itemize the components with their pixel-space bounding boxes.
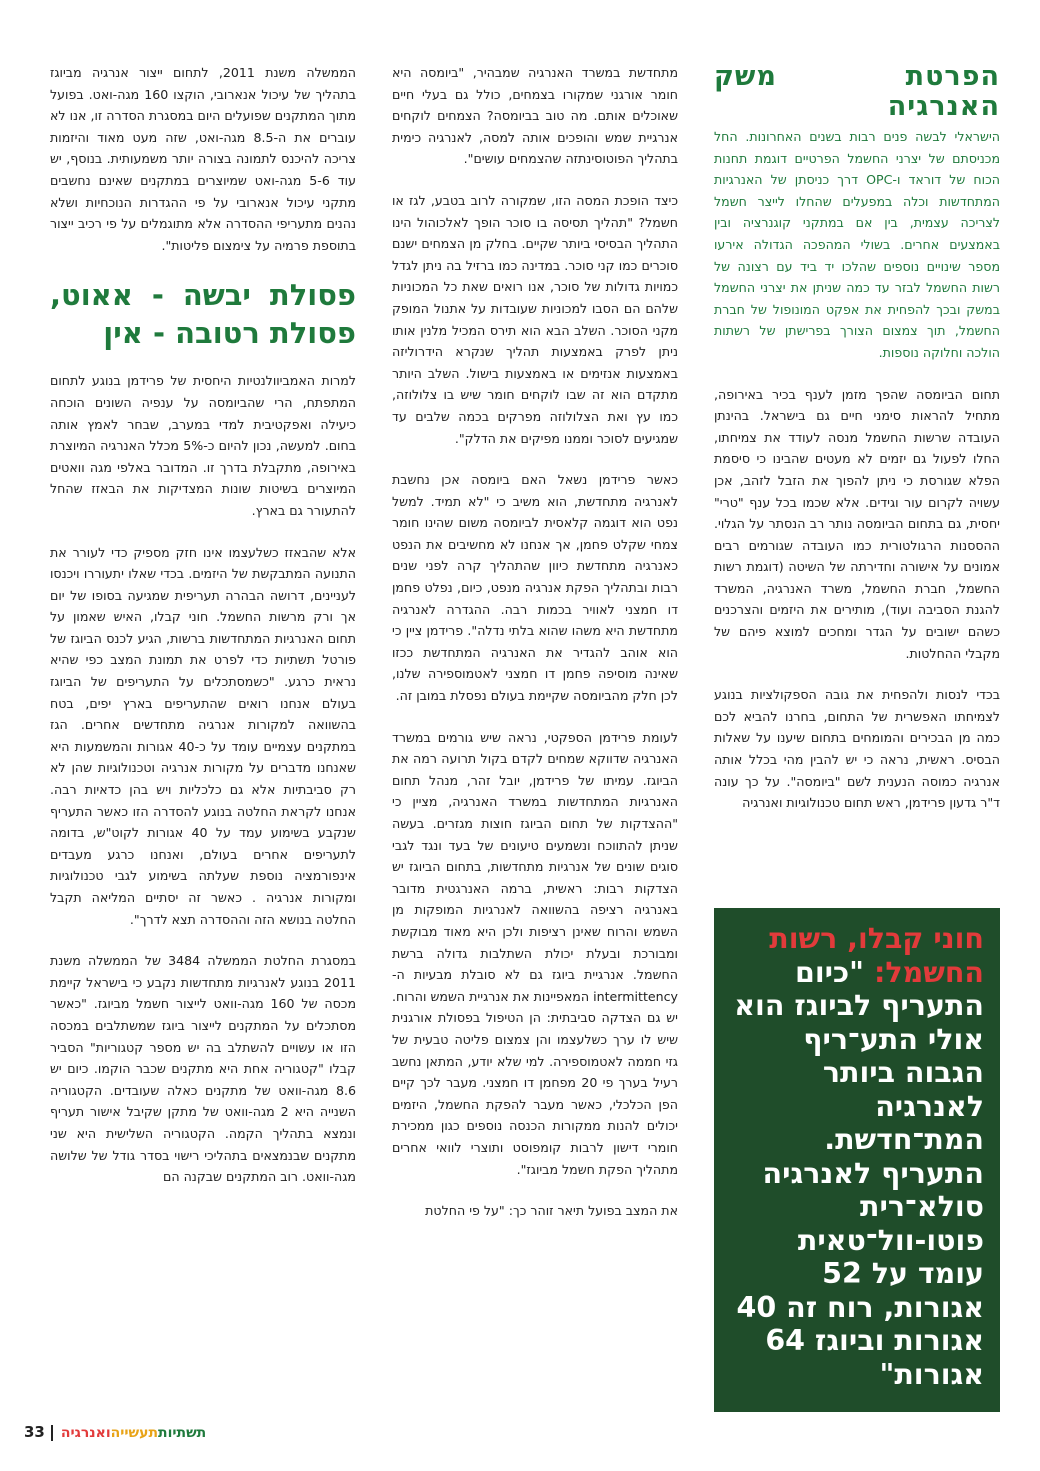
page-footer: [24, 1423, 206, 1441]
paragraph: בכדי לנסות ולהפחית את גובה הספקולציות בנוגע לצמיחתו האפשרית של התחום, בחרנו להביא לכם כמה מן הבכירים והמומחים בתחום שיענו על שאלות הבסיס. ראשית, נראה כי יש להבין מהי בכלל אותה אנרגיה כמוסה הנענית לשם "ביומסה". על כך עונה ד"ר גדעון פרידמן, ראש תחום טכנולוגיות ואנרגיה: [714, 687, 1000, 811]
paragraph: כאשר פרידמן נשאל האם ביומסה אכן נחשבת לאנרגיה מתחדשת, הוא משיב כי "לא תמיד. למשל נפט הוא דוגמה קלאסית לביומסה משום שהינו חומר צמחי שקלט פחמן, אך אנחנו לא מחשיבים את הנפט כאנרגיה מתחדשת כיוון שהתהליך קרה לפני שנים רבות ובתהליך הפקת אנרגיה מנפט, כיום, נפלט פחמן דו חמצני לאוויר בכמות רבה. ההגדרה לאנרגיה מתחדשת היא משהו שהוא בלתי נדלה". פרידמן ציין כי הוא אוהב להגדיר את האנרגיה המתחדשת ככזו שאינה מוסיפה פחמן דו חמצני לאטמוספירה שלנו, לכן חלק מהביומסה שקיימת בעולם נפסלת במובן זה.: [392, 472, 678, 704]
publication-logo: תשתיותתעשייהואנרגיה: [60, 1425, 207, 1441]
paragraph: הממשלה משנת 2011, לתחום ייצור אנרגיה מביוגז בתהליך של עיכול אנארובי, הוקצו 160 מגה-ואט. בפועל מתוך המתקנים שפועלים היום במסגרת הסדרה זו, אנו לא עוברים את ה-8.5 מגה-ואט, שזה מעט מאוד והיזמות צריכה להיכנס לתמונה בצורה יותר משמעותית. בנוסף, יש עוד 5-6 מגה-ואט שמיוצרים במתקנים שאינם נחשבים מתקני עיכול אנארובי על פי ההגדרות הנוכחיות ושלא נהנים מתעריפי ההסדרה אלא מתוגמלים על פי רכיב ייצור בתוספת פרמיה על צימצום פליטות".: [50, 65, 356, 253]
column-right: [714, 62, 1000, 834]
lead-paragraph: הישראלי לבשה פנים רבות בשנים האחרונות. החל מכניסתם של יצרני החשמל הפרטיים דוגמת תחנות הכוח של דוראד ו-OPC דרך כניסתן של האנרגיות המתחדשות וכלה במפעלים שהחלו לייצר חשמל לצריכה עצמית, בין אם במתקני קוגנרציה ובין באמצעים אחרים. בשולי המהפכה הגדולה אירעו מספר שינויים נוספים שהלכו יד ביד עם רצונה של רשות החשמל לבזר עד כמה שניתן את יצרני החשמל במשק ובכך להפחית את אפקט המונופול של חברת החשמל, תוך צמצום הצורך בפרישתן של רשתות הולכה וחלוקה נוספות.: [714, 129, 1000, 360]
footer-divider: [51, 1425, 53, 1441]
paragraph: במסגרת החלטת הממשלה 3484 של הממשלה משנת 2011 בנוגע לאנרגיות מתחדשות נקבע כי בישראל קיימת מכסה של 160 מגה-וואט לייצור חשמל מביוגז. "כאשר מסתכלים על המתקנים לייצור ביוגז שמשתלבים במכסה הזו או עשויים להשתלב בה יש מספר קטגוריות" הסביר קבלו "קטגוריה אחת היא מתקנים שכבר הוקמו. כיום יש 8.6 מגה-וואט של מתקנים כאלה שעובדים. הקטגוריה השנייה היא 2 מגה-וואט של מתקן שקיבל אישור תעריף ונמצא בתהליך הקמה. הקטגוריה השלישית היא שני מתקנים שבנמצאים בתהליכי רישוי בסדר גודל של שלושה מגה-וואט. רוב המתקנים שבקנה הם: [50, 953, 357, 1185]
section-heading: פסולת יבשה - אאוט, פסולת רטובה - אין: [50, 278, 356, 351]
page-number: 33: [24, 1423, 45, 1441]
paragraph: אלא שהבאזז כשלעצמו אינו חזק מספיק כדי לעורר את התנועה המתבקשת של היזמים. בכדי שאלו יתעוררו ויכנסו לעניינים, דרושה הבהרה תעריפית שמגיעה בסופו של יום אך ורק מרשות החשמל. חוני קבלו, האיש שאמון על תחום האנרגיות המתחדשות ברשות, הגיע לכנס הביוגז של פורטל תשתיות כדי לפרט את תמונת המצב כפי שהיא נראית כרגע. "כשמסתכלים על התעריפים של הביוגז בעולם אנחנו רואים שהתעריפים בארץ יפים, בטח בהשוואה למקורות אנרגיה מתחדשים אחרים. הגז במתקנים עצמיים עומד על כ-40 אגורות והמשמעות היא שאנחנו מדברים על מקורות אנרגיה וטכנולוגיות שהן לא רק סביבתיות אלא גם כלכליות ויש בהן כדאיות רבה. אנחנו לקראת החלטה בנוגע להסדרה הזו כאשר התעריף שנקבע בשימוע עמד על 40 אגורות לקוט"ש, בדומה לתעריפים אחרים בעולם, ואנחנו כרגע מעבדים אינפורמציה נוספת שעלתה בשימוע לגבי טכנולוגיות ומקורות אנרגיה . כאשר זה יסתיים המליאה תקבל החלטה בנושא הזה וההסדרה תצא לדרך".: [50, 544, 356, 927]
column-left: [50, 62, 356, 1208]
quote-text: "כיום התעריף לביוגז הוא אולי התע־ריף הגבוה ביותר לאנרגיה המת־חדשת. התעריף לאנרגיה סולא־רית פוטו-וול־טאית עומד על 52 אגורות, רוח זה 40 אגורות וביוגז 64 אגורות": [734, 955, 984, 1391]
article-title: הפרטת משק האנרגיה: [714, 61, 1000, 122]
paragraph: כיצד הופכת המסה הזו, שמקורה לרוב בטבע, לגז או חשמל? "תהליך תסיסה בו סוכר הופך לאלכוהול הינו התהליך הבסיסי ביותר שקיים. בחלק מן הצמחים ישנם סוכרים כמו קני סוכר. במדינה כמו ברזיל בה ניתן לגדל כמויות גדולות של סוכר, אנו רואים שאת כל המכוניות שלהם הם הסבו למכוניות שעובדות על אתנול המופק מקני הסוכר. השלב הבא הוא תירס המכיל מלנין אותו ניתן לפרק באמצעות תהליך שנקרא הידרוליזה באמצעות אנזימים או באמצעות בישול. השלב היותר מתקדם הוא זה שבו לוקחים חומר שיש בו צלולוזה, כמו עץ ואת הצלולוזה מפרקים בכמה שלבים עד שמגיעים לסוכר וממנו מפיקים את הדלק".: [392, 192, 678, 446]
paragraph: את המצב בפועל תיאר זוהר כך: "על פי החלטת: [425, 1203, 678, 1219]
pull-quote-box: [714, 908, 1000, 1412]
paragraph: מתחדשת במשרד האנרגיה שמבהיר, "ביומסה היא חומר אורגני שמקורו בצמחים, כולל גם בעלי חיים שאוכלים אותם. מה טוב בביומסה? הצמחים לוקחים אנרגיית שמש והופכים אותה למסה, לאנרגיה כימית בתהליך הפוטוסינתזה שהצמחים עושים".: [392, 65, 678, 167]
column-middle: [392, 62, 678, 1242]
paragraph: לעומת פרידמן הספקטי, נראה שיש גורמים במשרד האנרגיה שדווקא שמחים לקדם בקול תרועה רמה את הביוגז. עמיתו של פרידמן, יובל זהר, מנהל תחום האנרגיות המתחדשות במשרד האנרגיה, מציין כי "ההצדקות של תחום הביוגז חוצות מגזרים. בעשה שניתן להתווכח ונשמעים טיעונים של בעד ונגד לגבי סוגים שונים של אנרגיות מתחדשות, בתחום הביוגז יש הצדקות רבות: ראשית, ברמה האנרגטית מדובר באנרגיה רציפה בהשוואה לאנרגיות המופקות מן השמש והרוח שאינן רציפות ולכן היא מאוד מבוקשת ומבורכת ובעלת יכולת השתלבות גדולה ברשת החשמל. אנרגיית ביוגז גם לא סובלת מבעיות ה- intermittency המאפיינות את אנרגיית השמש והרוח. יש גם הצדקה סביבתית: הן הטיפול בפסולת אורגנית שיש לו ערך כשלעצמו והן צמצום פליטה טבעית של גזי חממה לאטמוספירה. למי שלא יודע, המתאן נחשב רעיל בערך פי 20 מפחמן דו חמצני. מעבר לכך קיים הפן הכלכלי, כאשר מעבר להפקת החשמל, היזמים יכולים להנות ממקורות הכנסה נוספים כגון ממכירת חומרי דישון לרבות קומפוסט ותוצרי לוואי אחרים מתהליך הפקת חשמל מביוגז".: [392, 729, 678, 1177]
paragraph: תחום הביומסה שהפך מזמן לענף בכיר באירופה, מתחיל להראות סימני חיים גם בישראל. בהינתן העובדה שרשות החשמל מנסה לעודד את צמיחתו, החלו לפעול גם יזמים לא מעטים שהבינו כי סיסמת הפלא שגורסת כי ניתן להפוך את הזבל לזהב, אכן עשויה לקרום עור וגידים. אלא שכמו בכל ענף "טרי" יחסית, גם בתחום הביומסה נותר רב הנסתר על הגלוי. ההססנות הרגולטורית כמו העובדה שגורמים רבים אמונים על אישורה וחדירתה של השיטה (דוגמת רשות החשמל, חברת החשמל, משרד האנרגיה, המשרד להגנת הסביבה ועוד), מותירים את היזמים והצרכנים כשהם ישובים על הגדר ומחכים למוצא פיהם של מקבלי ההחלטות.: [714, 386, 1000, 661]
paragraph: למרות האמביוולנטיות היחסית של פרידמן בנוגע לתחום המתפתח, הרי שהביומסה על ענפיה השונים הוכחה כיעילה ואפקטיבית למדי במערב, שבחר לאמץ אותה בחום. למעשה, נכון להיום כ-5% מכלל האנרגיה המיוצרת באירופה, מתקבלת בדרך זו. המדובר באלפי מגה וואטים המיוצרים בשיטות שונות המצדיקות את הבאזז שהחל להתעורר גם בארץ.: [50, 373, 356, 518]
quote-speaker: חוני קבלו, רשות החשמל:: [769, 922, 984, 989]
